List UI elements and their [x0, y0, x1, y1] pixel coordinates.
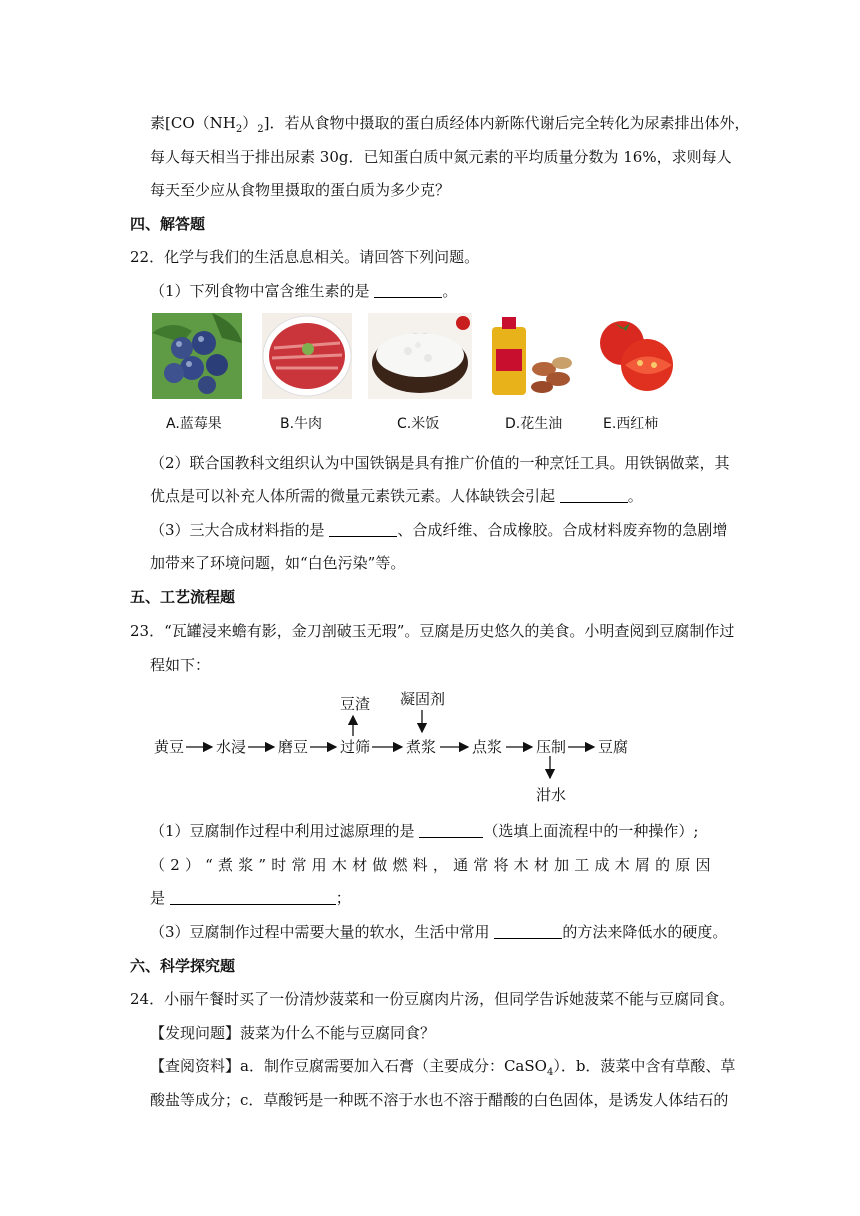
q22-part2-line2: 优点是可以补充人体所需的微量元素铁元素。人体缺铁会引起 。	[150, 487, 643, 505]
q23-part3: （3）豆腐制作过程中需要大量的软水，生活中常用 的方法来降低水的硬度。	[150, 923, 728, 941]
flow-step-tofu: 豆腐	[598, 738, 629, 756]
answer-blank[interactable]	[329, 522, 397, 537]
answer-blank[interactable]	[170, 890, 336, 905]
flow-step-soybean: 黄豆	[154, 738, 185, 756]
q22-part1: （1）下列食物中富含维生素的是 。	[150, 282, 458, 300]
q22-part2-line1: （2）联合国教科文组织认为中国铁锅是具有推广价值的一种烹饪工具。用铁锅做菜，其	[150, 454, 730, 472]
q22-part3-line1: （3）三大合成材料指的是 、合成纤维、合成橡胶。合成材料废弃物的急剧增	[150, 521, 728, 539]
answer-blank[interactable]	[419, 823, 483, 838]
section-heading-5: 五、工艺流程题	[130, 588, 236, 606]
q21-line-3: 每天至少应从食物里摄取的蛋白质为多少克？	[150, 181, 451, 199]
q23-part1: （1）豆腐制作过程中利用过滤原理的是 （选填上面流程中的一种操作）;	[150, 822, 699, 840]
food-label-a: A.蓝莓果	[166, 416, 222, 432]
flow-step-grind: 磨豆	[278, 738, 309, 756]
rice-image	[368, 313, 472, 399]
food-label-b: B.牛肉	[280, 416, 323, 432]
tofu-process-flowchart	[150, 688, 640, 808]
q23-part2-line2: 是 ；	[150, 889, 351, 907]
answer-blank[interactable]	[560, 488, 628, 503]
flow-whey: 泔水	[536, 786, 567, 804]
section-heading-4: 四、解答题	[130, 215, 206, 233]
beef-image	[262, 313, 352, 399]
peanut-oil-image	[482, 313, 578, 399]
q24-discover: 【发现问题】菠菜为什么不能与豆腐同食？	[150, 1024, 436, 1042]
flow-step-soak: 水浸	[216, 738, 247, 756]
q24-info-line1: 【查阅资料】a．制作豆腐需要加入石膏（主要成分：CaSO$_4$）．b．菠菜中含有草酸、草	[150, 1057, 736, 1078]
q21-line-2: 每人每天相当于排出尿素 30g．已知蛋白质中氮元素的平均质量分数为 16%，求则每人	[150, 148, 732, 166]
food-label-c: C.米饭	[397, 416, 440, 432]
q23-part2-line1: （2）“煮浆”时常用木材做燃料，通常将木材加工成木屑的原因	[150, 856, 716, 874]
q22-stem: 22．化学与我们的生活息息相关。请回答下列问题。	[130, 248, 480, 266]
q23-stem-line2: 程如下：	[150, 656, 211, 674]
answer-blank[interactable]	[374, 283, 442, 298]
flow-step-boil: 煮浆	[406, 738, 437, 756]
food-label-d: D.花生油	[505, 416, 563, 432]
flow-residue: 豆渣	[340, 695, 371, 713]
answer-blank[interactable]	[494, 924, 562, 939]
blueberry-image	[152, 313, 242, 399]
section-heading-6: 六、科学探究题	[130, 957, 236, 975]
flow-step-coagulate: 点浆	[472, 738, 503, 756]
flow-step-sieve: 过筛	[340, 738, 371, 756]
q22-part3-line2: 加带来了环境问题，如“白色污染”等。	[150, 554, 406, 572]
q21-line-1: 素$[CO(NH_2)_2]$．若从食物中摄取的蛋白质经体内新陈代谢后完全转化为尿素排出体外，	[150, 114, 750, 135]
food-label-e: E.西红柿	[603, 416, 659, 432]
q23-stem-line1: 23．“瓦罐浸来蟾有影，金刀剖破玉无瑕”。豆腐是历史悠久的美食。小明查阅到豆腐制作过	[130, 622, 735, 640]
flow-step-press: 压制	[536, 738, 567, 756]
flow-coagulant: 凝固剂	[400, 690, 446, 708]
q24-info-line2: 酸盐等成分；c．草酸钙是一种既不溶于水也不溶于醋酸的白色固体，是诱发人体结石的	[150, 1091, 729, 1109]
tomato-image	[592, 313, 678, 399]
q24-stem: 24．小丽午餐时买了一份清炒菠菜和一份豆腐肉片汤，但同学告诉她菠菜不能与豆腐同食。	[130, 990, 735, 1008]
